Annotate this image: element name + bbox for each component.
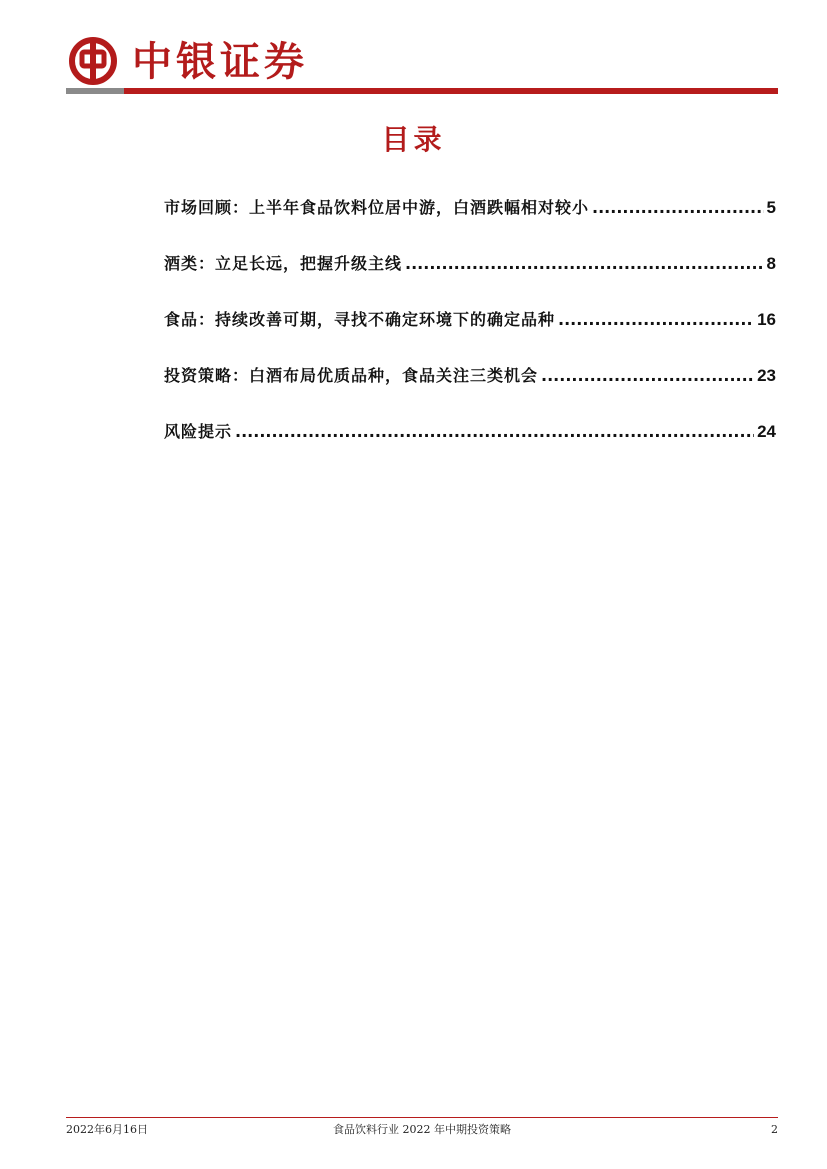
page-header [66,32,778,96]
toc-leader-dots [405,248,764,280]
page-footer [66,1120,778,1140]
footer-doc-title: 食品饮料行业 2022 年中期投资策略 [333,1123,511,1136]
header-rule [66,88,778,94]
toc-entry-page: 5 [766,198,776,217]
toc-leader-dots [541,360,754,392]
toc-entry-text: 风险提示 [164,422,233,441]
toc-entry-text: 食品：持续改善可期，寻找不确定环境下的确定品种 [164,310,556,329]
toc-entry[interactable] [164,248,776,304]
toc-entry-page: 16 [757,310,776,329]
toc-entry-page: 8 [766,254,776,273]
footer-rule [66,1117,778,1118]
toc-leader-dots [558,304,754,336]
toc-leader-dots [592,192,764,224]
bank-of-china-logo-icon [68,36,118,86]
toc-entry[interactable] [164,192,776,248]
table-of-contents [164,192,776,472]
toc-entry-text: 市场回顾：上半年食品饮料位居中游，白酒跌幅相对较小 [164,198,590,217]
toc-entry[interactable] [164,416,776,472]
toc-leader-dots [235,416,754,448]
toc-entry[interactable] [164,360,776,416]
footer-date: 2022年6月16日 [66,1123,148,1136]
toc-entry[interactable] [164,304,776,360]
header-rule-accent [66,88,124,94]
toc-entry-text: 投资策略：白酒布局优质品种，食品关注三类机会 [164,366,539,385]
toc-title: 目录 [381,123,446,156]
toc-entry-page: 23 [757,366,776,385]
footer-page-number: 2 [771,1123,778,1136]
brand-name: 中银证券 [132,38,308,85]
toc-entry-text: 酒类：立足长远，把握升级主线 [164,254,403,273]
toc-entry-page: 24 [757,422,776,441]
